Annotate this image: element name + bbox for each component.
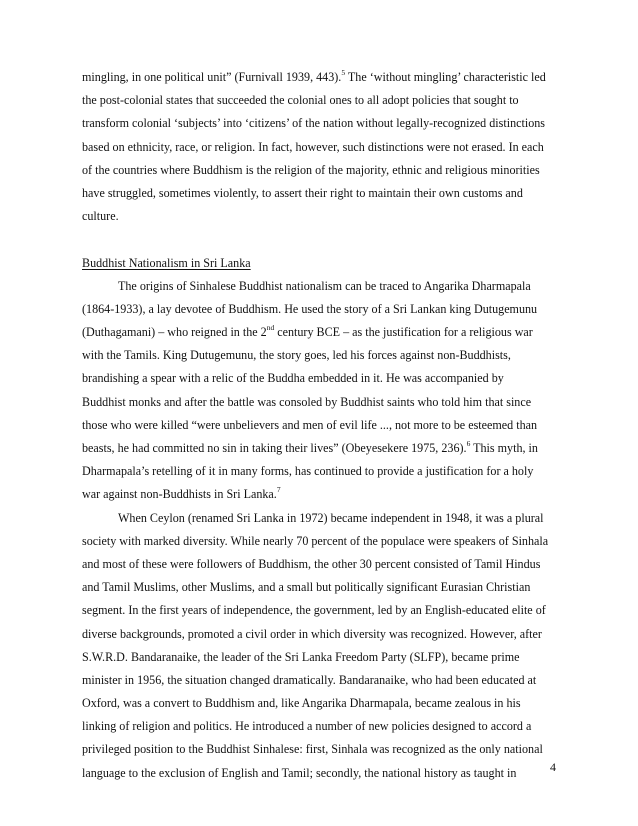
text-line: When Ceylon (renamed Sri Lanka in 1972) became independent in 1948, it was a plural — [118, 510, 544, 525]
text-line: with the Tamils. King Dutugemunu, the story goes, led his forces against non-Buddhists, — [82, 348, 511, 363]
text-line: culture. — [82, 209, 119, 224]
text-line: the post-colonial states that succeeded the colonial ones to all adopt policies that sought to — [82, 93, 519, 108]
text-line: beasts, he had committed no sin in taking their lives” (Obeyesekere 1975, 236).$^6$ This myth, in — [82, 438, 538, 455]
text-line: diverse backgrounds, promoted a civil order in which diversity was recognized. However, after — [82, 626, 542, 641]
text-line: those who were killed “were unbelievers and men of evil life ..., not more to be esteemed than — [82, 417, 538, 432]
text-line: segment. In the first years of independence, the government, led by an English-educated elite of — [82, 603, 546, 618]
text-line: Dharmapala’s retelling of it in many forms, has continued to provide a justification for a holy — [82, 464, 534, 479]
text-line: society with marked diversity. While nearly 70 percent of the populace were speakers of Sinhala — [82, 533, 549, 548]
text-line: war against non-Buddhists in Sri Lanka.$^7$ — [82, 485, 281, 502]
text-line: language to the exclusion of English and Tamil; secondly, the national history as taught in — [82, 765, 517, 780]
footnote-marker: 5 — [341, 67, 346, 77]
section-heading: Buddhist Nationalism in Sri Lanka — [82, 255, 251, 270]
text-line: brandishing a spear with a relic of the Buddha embedded in it. He was accompanied by — [82, 371, 504, 386]
text-line: and Tamil Muslims, other Muslims, and a small but politically significant Eurasian Christian — [82, 580, 531, 595]
text-line: privileged position to the Buddhist Sinhalese: first, Sinhala was recognized as the only national — [82, 742, 543, 757]
text-line: minister in 1956, the situation changed dramatically. Bandaranaike, who had been educated at — [82, 672, 537, 687]
ordinal-superscript: nd — [266, 323, 275, 333]
text-line: have struggled, sometimes violently, to assert their right to maintain their own customs and — [82, 185, 523, 200]
text-line: of the countries where Buddhism is the religion of the majority, ethnic and religious minorities — [82, 162, 540, 177]
document-body — [82, 66, 558, 785]
paragraph — [82, 507, 558, 785]
paragraph — [82, 275, 558, 507]
text-line: Buddhist monks and after the battle was consoled by Buddhist saints who told him that since — [82, 394, 532, 409]
text-line: transform colonial ‘subjects’ into ‘citizens’ of the nation without legally-recognized distinctions — [82, 116, 546, 131]
text-line: and most of these were followers of Buddhism, the other 30 percent consisted of Tamil Hindus — [82, 556, 541, 571]
text-line: The origins of Sinhalese Buddhist nationalism can be traced to Angarika Dharmapala — [118, 278, 531, 293]
paragraph-gap — [82, 228, 558, 251]
page-number: 4 — [550, 760, 556, 774]
text-line: (Duthagamani) – who reigned in the 2nd century BCE – as the justification for a religious war — [82, 323, 533, 340]
footnote-marker: 7 — [276, 485, 281, 495]
footnote-marker: 6 — [466, 438, 471, 448]
text-line: Oxford, was a convert to Buddhism and, like Angarika Dharmapala, became zealous in his — [82, 696, 521, 711]
text-line: S.W.R.D. Bandaranaike, the leader of the Sri Lanka Freedom Party (SLFP), became prime — [82, 649, 520, 664]
text-line: based on ethnicity, race, or religion. In fact, however, such distinctions were not erased. In each — [82, 139, 544, 154]
text-line: (1864-1933), a lay devotee of Buddhism. He used the story of a Sri Lankan king Dutugemunu — [82, 301, 538, 316]
text-line: linking of religion and politics. He introduced a number of new policies designed to accord a — [82, 719, 532, 734]
text-line: mingling, in one political unit” (Furnivall 1939, 443).$^5$ The ‘without mingling’ characteristic led — [82, 67, 546, 84]
paragraph — [82, 66, 558, 228]
